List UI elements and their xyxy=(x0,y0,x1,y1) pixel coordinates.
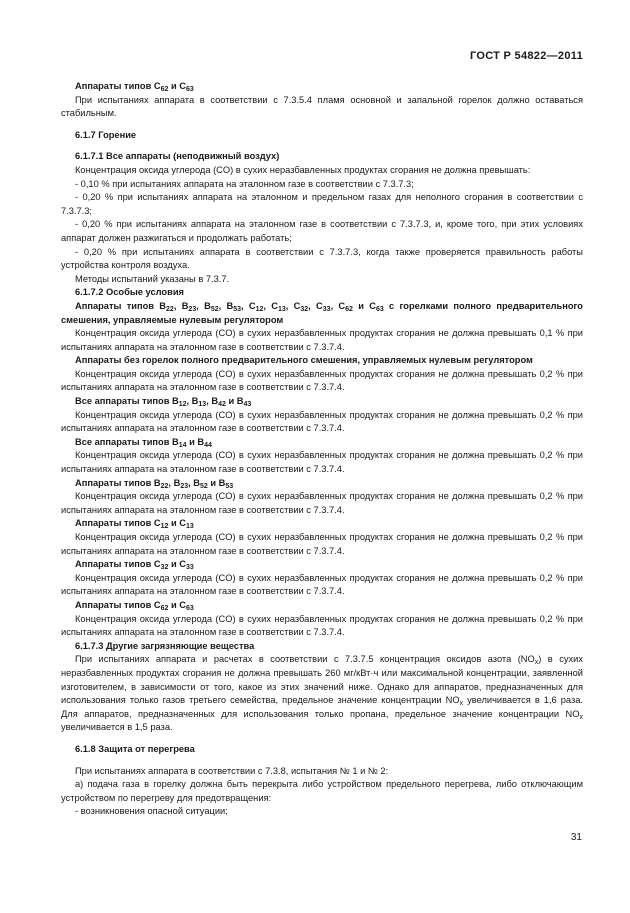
paragraph: - возникновения опасной ситуации; xyxy=(75,806,228,817)
paragraph: - 0,20 % при испытаниях аппарата на эталонном газе в соответствии с 7.3.7.3, и, кроме того, при этих условиях аппарат должен разжигаться и продолжать работать; xyxy=(61,219,583,243)
paragraph: - 0,10 % при испытаниях аппарата на эталонном газе в соответствии с 7.3.7.3; xyxy=(75,178,414,189)
section-heading: Все аппараты типов $B_{12}$, $B_{13}$, $B_{42}$ и $B_{43}$ xyxy=(75,396,252,409)
section-heading: Аппараты типов $B_{22}$, $B_{23}$, $B_{52}$ и $B_{53}$ xyxy=(75,477,234,490)
section-heading: 6.1.7.1 Все аппараты (неподвижный воздух) xyxy=(75,151,280,162)
paragraph: При испытаниях аппарата в соответствии с 7.3.8, испытания № 1 и № 2: xyxy=(75,765,389,776)
page-number: 31 xyxy=(570,832,582,843)
paragraph: При испытаниях аппарата и расчетах в соответствии с 7.3.7.5 концентрация оксидов азота $(NO_x)$ в сухих неразбавленных продуктах сгорания не должна превышать 260 мг/кВт·ч или максимальной концентрации, заявленной изготовителем, в зависимости от того, какое из этих значений ниже. Однако для аппаратов, предназначенных для использования только газов третьего семейства, предельное значение концентрации $NO_x$ увеличивается в 1,6 раза. Для аппаратов, предназначенных для использования только пропана, предельное значение концентрации $NO_x$ увеличивается в 1,5 раза. xyxy=(61,654,583,733)
spacer xyxy=(61,735,583,743)
paragraph: а) подача газа в горелку должна быть перекрыта либо устройством предельного перегрева, либо отключающим устройством по перегреву для предотвращения: xyxy=(61,779,583,803)
section-heading: 6.1.8 Защита от перегрева xyxy=(75,743,195,754)
spacer xyxy=(61,121,583,129)
spacer xyxy=(61,142,583,150)
document-header: ГОСТ Р 54822—2011 xyxy=(469,50,583,62)
paragraph: Концентрация оксида углерода (CO) в сухих неразбавленных продуктах сгорания не должна превышать 0,2 % при испытаниях аппарата на эталонном газе в соответствии с 7.3.7.4. xyxy=(61,532,583,556)
paragraph: Концентрация оксида углерода (CO) в сухих неразбавленных продуктах сгорания не должна превышать 0,2 % при испытаниях аппарата на эталонном газе в соответствии с 7.3.7.4. xyxy=(61,368,583,393)
section-heading: Аппараты типов $C_{32}$ и $C_{33}$ xyxy=(75,559,194,572)
section-heading: 6.1.7.3 Другие загрязняющие вещества xyxy=(75,640,255,651)
section-heading: Все аппараты типов $B_{14}$ и $B_{44}$ xyxy=(75,436,212,449)
spacer xyxy=(61,757,583,765)
paragraph: - 0,20 % при испытаниях аппарата в соответствии с 7.3.7.3, когда также проверяется правильность работы устройства контроля воздуха. xyxy=(61,246,583,271)
section-heading: Аппараты типов $C_{12}$ и $C_{13}$ xyxy=(75,518,194,531)
paragraph: Концентрация оксида углерода (CO) в сухих неразбавленных продуктах сгорания не должна превышать 0,2 % при испытаниях аппарата на эталонном газе в соответствии с 7.3.7.4. xyxy=(61,491,583,515)
paragraph: Методы испытаний указаны в 7.3.7. xyxy=(75,273,230,284)
paragraph: При испытаниях аппарата в соответствии с 7.3.5.4 пламя основной и запальной горелок должно оставаться стабильным. xyxy=(61,94,583,119)
section-heading: Аппараты типов $C_{62}$ и $C_{63}$ xyxy=(75,81,194,93)
section-heading: Аппараты типов $C_{62}$ и $C_{63}$ xyxy=(75,599,194,612)
section-heading: Аппараты типов $B_{22}$, $B_{23}$, $B_{52}$, $B_{53}$, $C_{12}$, $C_{13}$, $C_{32}$, $C_{33}$, $C_{62}$ и $C_{63}$ с горелками полного предварительного смешения, управляемые нулевым регулятором xyxy=(61,300,583,325)
section-heading: Аппараты без горелок полного предварительного смешения, управляемых нулевым регулятором xyxy=(75,355,533,366)
paragraph: Концентрация оксида углерода (CO) в сухих неразбавленных продуктах сгорания не должна превышать 0,2 % при испытаниях аппарата на эталонном газе в соответствии с 7.3.7.4. xyxy=(61,450,583,475)
section-heading: 6.1.7.2 Особые условия xyxy=(75,287,184,298)
paragraph: - 0,20 % при испытаниях аппарата на эталонном и предельном газах для неполного сгорания в соответствии с 7.3.7.3; xyxy=(61,192,583,216)
section-heading: 6.1.7 Горение xyxy=(75,129,137,140)
paragraph: Концентрация оксида углерода (CO) в сухих неразбавленных продуктах сгорания не должна превышать 0,2 % при испытаниях аппарата на эталонном газе в соответствии с 7.3.7.4. xyxy=(61,572,583,597)
paragraph: Концентрация оксида углерода (CO) в сухих неразбавленных продуктах сгорания не должна превышать 0,1 % при испытаниях аппарата на эталонном газе в соответствии с 7.3.7.4. xyxy=(61,328,583,352)
paragraph: Концентрация оксида углерода (CO) в сухих неразбавленных продуктах сгорания не должна превышать 0,2 % при испытаниях аппарата на эталонном газе в соответствии с 7.3.7.4. xyxy=(61,409,583,434)
paragraph: Концентрация оксида углерода (CO) в сухих неразбавленных продуктах сгорания не должна превышать 0,2 % при испытаниях аппарата на эталонном газе в соответствии с 7.3.7.4. xyxy=(61,613,583,638)
document-body xyxy=(61,80,583,819)
paragraph: Концентрация оксида углерода (CO) в сухих неразбавленных продуктах сгорания не должна превышать: xyxy=(75,164,531,175)
